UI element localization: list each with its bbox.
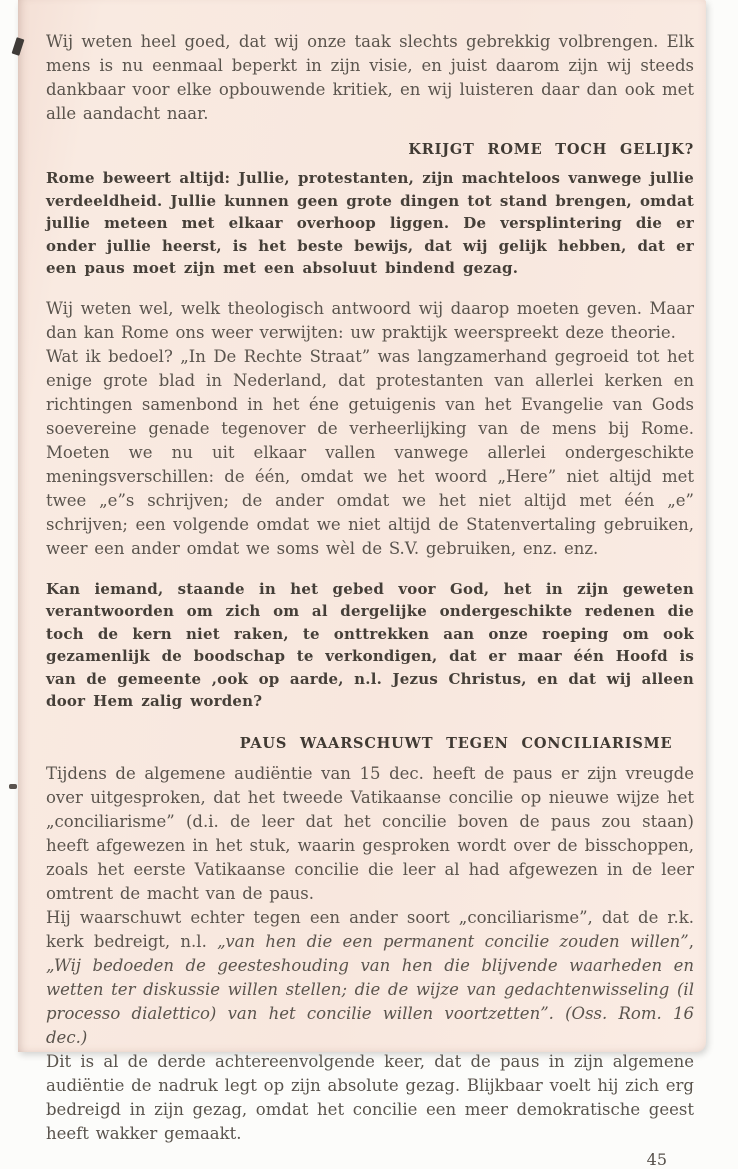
third-time-paragraph: Dit is al de derde achtereenvolgende keer, dat de paus in zijn algemene audiëntie de nadruk legt op zijn absolute gezag. Blijkbaar voelt hij zich erg bedreigd in zijn gezag, omdat het concilie een meer demokratische geest heeft wakker gemaakt. (46, 1051, 694, 1143)
rechte-straat-paragraph: Wat ik bedoel? „In De Rechte Straat” was langzamerhand gegroeid tot het enige grote blad in Nederland, dat protestanten van allerlei kerken en richtingen samenbond in het éne getuigenis van het Evangelie van Gods soevereine genade tegenover de verheerlijking van de mens bij Rome. Moeten we nu uit elkaar vallen vanwege allerlei ondergeschikte meningsverschillen: de één, omdat we het woord „Here” niet altijd met twee „e”s schrijven; de ander omdat we het niet altijd met één „e” schrijven; een volgende omdat we niet altijd de Statenvertaling gebruiken, weer een ander omdat we soms wèl de S.V. gebruiken, enz. enz. (46, 346, 694, 558)
audience-15-dec-paragraph: Tijdens de algemene audiëntie van 15 dec. heeft de paus er zijn vreugde over uitgesproken, dat het tweede Vatikaanse concilie op nieuwe wijze het „conciliarisme” (d.i. de leer dat het concilie boven de paus zou staan) heeft afgewezen in het stuk, waarin gesproken wordt over de bisschoppen, zoals het eerste Vatikaanse concilie die leer al had afgewezen in de leer omtrent de macht van de paus. (46, 763, 694, 903)
scanned-page (18, 0, 706, 1169)
page-number: 45 (646, 1149, 667, 1169)
heading-paus-waarschuwt: PAUS WAARSCHUWT TEGEN CONCILIARISME (239, 734, 673, 752)
text-segment-roman: Hij waarschuwt echter tegen een ander soort „conciliarisme”, dat de r.k. kerk bedreigt, n.l. (46, 907, 694, 951)
ink-mark-top-left (12, 37, 25, 56)
page-content (46, 30, 694, 1169)
text-segment-italic: „van hen die een permanent concilie zouden willen” (217, 931, 689, 951)
rome-claim-paragraph: Rome beweert altijd: Jullie, protestanten, zijn machteloos vanwege jullie verdeeldheid. Jullie kunnen geen grote dingen tot stand brengen, omdat jullie meteen met elkaar overhoop liggen. De versplintering die er onder jullie heerst, is het beste bewijs, dat wij gelijk hebben, dat er een paus moet zijn met een absoluut bindend gezag. (46, 169, 694, 277)
ink-mark-left-edge (9, 784, 17, 789)
intro-paragraph: Wij weten heel goed, dat wij onze taak slechts gebrekkig volbrengen. Elk mens is nu eenmaal beperkt in zijn visie, en juist daarom zijn wij steeds dankbaar voor elke opbouwende kritiek, en wij luisteren daar dan ook met alle aandacht naar. (46, 32, 694, 123)
conciliarisme-warning-paragraph (46, 906, 694, 1050)
text-segment-italic: „Wij bedoeden de geesteshouding van hen die blijvende waarheden en wetten ter diskussie willen stellen; die de wijze van gedachtenwisseling (il processo dialettico) van het concilie willen voortzetten”. (Oss. Rom. 16 dec.) (46, 955, 694, 1047)
conscience-question-paragraph: Kan iemand, staande in het gebed voor God, het in zijn geweten verantwoorden om zich om al dergelijke ondergeschikte redenen die toch de kern niet raken, te onttrekken aan onze roeping om ook gezamenlijk de boodschap te verkondigen, dat er maar één Hoofd is van de gemeente ,ook op aarde, n.l. Jezus Christus, en dat wij alleen door Hem zalig worden? (46, 579, 694, 710)
theological-answer-paragraph: Wij weten wel, welk theologisch antwoord wij daarop moeten geven. Maar dan kan Rome ons weer verwijten: uw praktijk weerspreekt deze theorie. (46, 298, 694, 342)
text-segment-roman: , (688, 931, 694, 951)
heading-krijgt-rome-toch-gelijk: KRIJGT ROME TOCH GELIJK? (408, 141, 694, 158)
